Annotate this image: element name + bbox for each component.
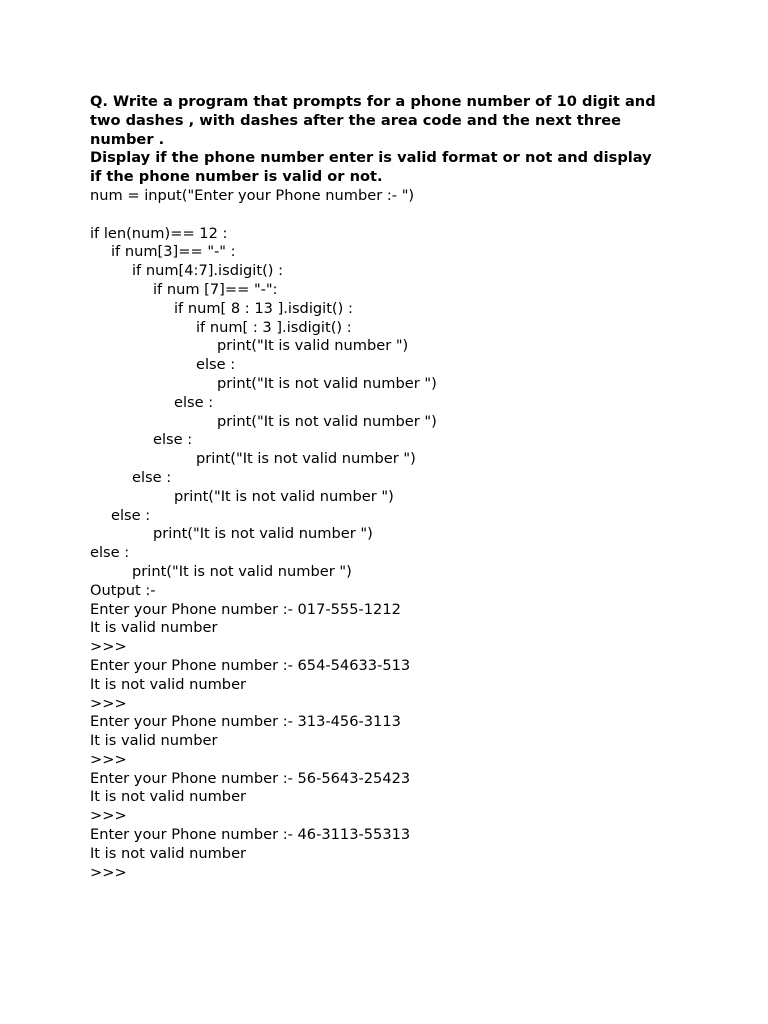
- code-line: if num[ 8 : 13 ].isdigit() :: [174, 299, 353, 317]
- code-line: if num [7]== "-":: [153, 280, 278, 298]
- code-line: else :: [153, 431, 193, 449]
- code-line: print("It is not valid number "): [217, 412, 437, 430]
- output-line: >>>: [90, 750, 127, 768]
- question-line: Display if the phone number enter is valid format or not and display: [90, 149, 652, 167]
- output-line: It is not valid number: [90, 788, 247, 806]
- code-line: print("It is not valid number "): [196, 450, 416, 468]
- document-content: [90, 93, 690, 882]
- code-line: print("It is valid number "): [217, 337, 409, 355]
- code-line: else :: [111, 506, 151, 524]
- code-line: print("It is not valid number "): [153, 525, 373, 543]
- output-block: [90, 582, 690, 883]
- code-line: print("It is not valid number "): [132, 562, 352, 580]
- question-text: [90, 93, 690, 187]
- question-line: two dashes , with dashes after the area code and the next three: [90, 111, 622, 129]
- output-line: >>>: [90, 638, 127, 656]
- code-line: if num[ : 3 ].isdigit() :: [196, 318, 352, 336]
- output-line: >>>: [90, 694, 127, 712]
- code-line: num = input("Enter your Phone number :- "): [90, 186, 415, 204]
- output-line: Enter your Phone number :- 017-555-1212: [90, 600, 401, 618]
- output-line: Enter your Phone number :- 56-5643-25423: [90, 769, 411, 787]
- code-line: else :: [174, 393, 214, 411]
- code-line: if num[4:7].isdigit() :: [132, 262, 284, 280]
- output-line: Enter your Phone number :- 46-3113-55313: [90, 826, 411, 844]
- output-line: Enter your Phone number :- 313-456-3113: [90, 713, 401, 731]
- output-line: Enter your Phone number :- 654-54633-513: [90, 656, 411, 674]
- output-line: It is not valid number: [90, 675, 247, 693]
- code-line: print("It is not valid number "): [217, 374, 437, 392]
- code-line: else :: [90, 544, 130, 562]
- output-line: It is valid number: [90, 732, 218, 750]
- question-line: Q. Write a program that prompts for a phone number of 10 digit and: [90, 93, 656, 110]
- code-block: [90, 187, 690, 582]
- code-line: else :: [196, 356, 236, 374]
- output-line: >>>: [90, 863, 127, 881]
- code-line: print("It is not valid number "): [174, 487, 394, 505]
- output-line: >>>: [90, 807, 127, 825]
- code-line: if len(num)== 12 :: [90, 224, 228, 242]
- question-line: number .: [90, 130, 165, 148]
- code-line: if num[3]== "-" :: [111, 243, 236, 261]
- code-line: else :: [132, 468, 172, 486]
- question-line: if the phone number is valid or not.: [90, 168, 383, 186]
- blank-line: [90, 206, 690, 225]
- output-line: It is not valid number: [90, 844, 247, 862]
- output-label: Output :-: [90, 581, 156, 599]
- output-line: It is valid number: [90, 619, 218, 637]
